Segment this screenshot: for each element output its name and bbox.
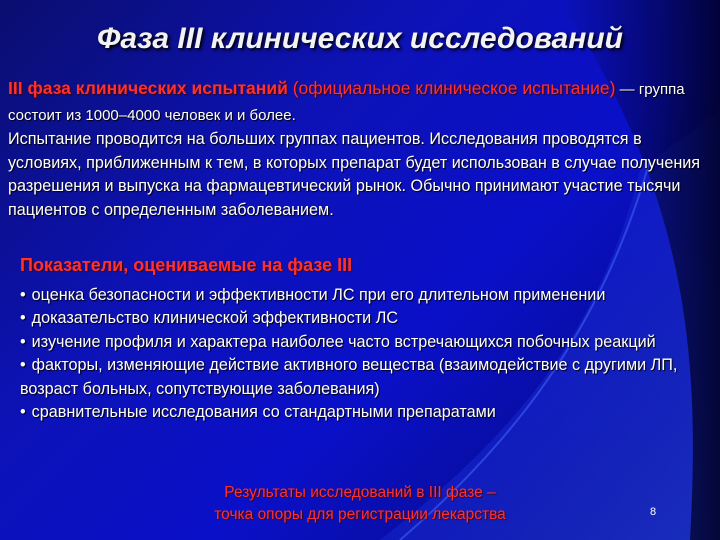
- list-item: • сравнительные исследования со стандартными препаратами: [20, 403, 496, 422]
- conclusion: [130, 482, 590, 526]
- conclusion-line-2: точка опоры для регистрации лекарства: [214, 506, 506, 523]
- bullet-icon: •: [20, 309, 26, 328]
- list-item: • факторы, изменяющие действие активного вещества (взаимодействие с другими ЛП, возраст больных, сопутствующие заболевания): [20, 356, 678, 398]
- intro-body: Испытание проводится на больших группах пациентов. Исследования проводятся в условиях, приближенным к тем, в которых препарат будет использован в случае получения разрешения и выпуска на фармацевтический рынок. Обычно принимают участие тысячи пациентов с определенным заболеванием.: [8, 130, 701, 219]
- bullet-icon: •: [20, 356, 26, 375]
- phase-paren: (официальное клиническое испытание): [287, 78, 616, 98]
- slide-title: Фаза III клинических исследований: [97, 22, 623, 55]
- conclusion-line-1: Результаты исследований в III фазе –: [224, 484, 496, 501]
- intro-heading: [8, 76, 718, 128]
- list-item: • доказательство клинической эффективности ЛС: [20, 309, 399, 328]
- list-item: • оценка безопасности и эффективности ЛС при его длительном применении: [20, 286, 606, 304]
- bullet-icon: •: [20, 332, 26, 351]
- indicators-list: [20, 284, 716, 424]
- phase-term: III фаза клинических испытаний: [8, 78, 288, 98]
- bullet-icon: •: [20, 403, 26, 422]
- list-item: • изучение профиля и характера наиболее часто встречающихся побочных реакций: [20, 332, 656, 351]
- indicators-heading: Показатели, оцениваемые на фазе III: [20, 255, 353, 275]
- bullet-icon: •: [20, 286, 26, 304]
- page-number: 8: [650, 506, 657, 518]
- phase-group-size: — группа состоит из 1000–4000 человек и и более.: [8, 81, 685, 124]
